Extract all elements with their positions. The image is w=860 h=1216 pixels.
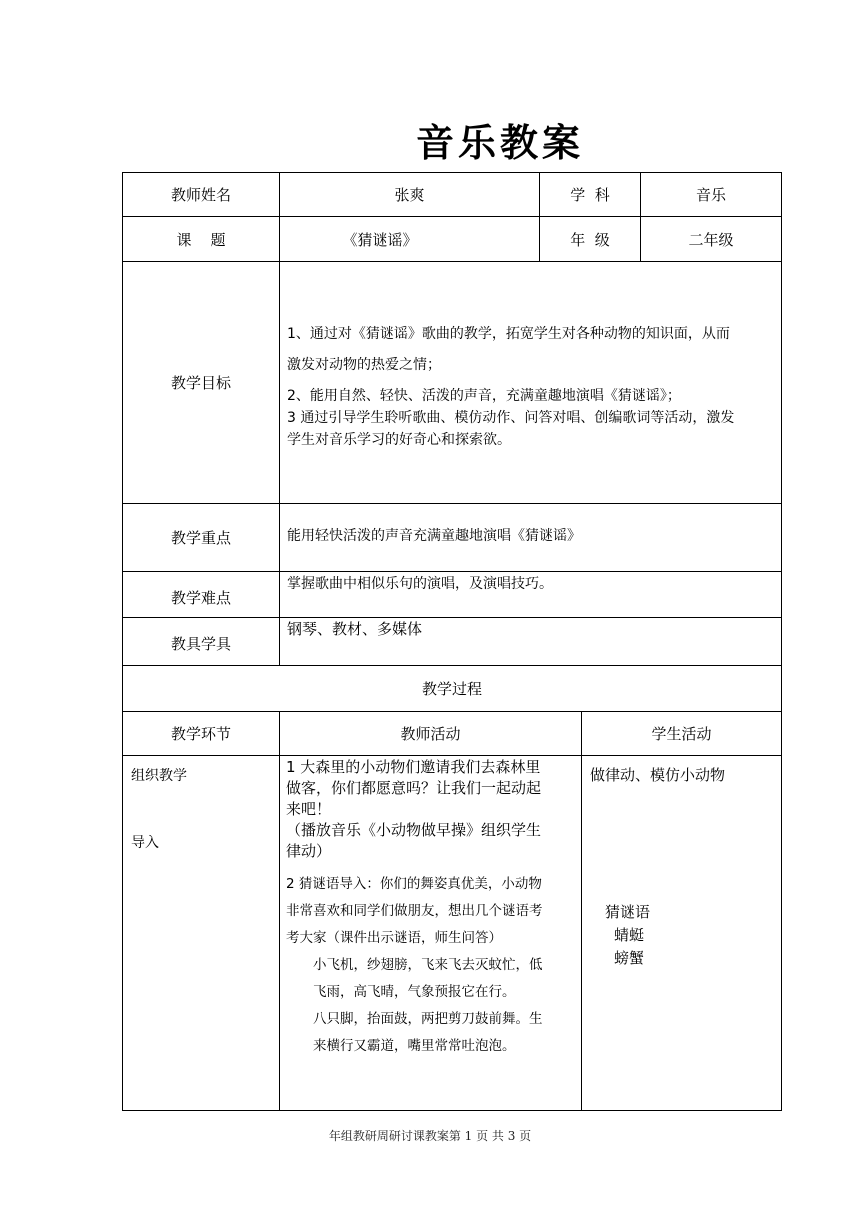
grade-value: 二年级 [688, 230, 734, 249]
teacher-line: （播放音乐《小动物做早操》组织学生 [286, 821, 542, 839]
difficulty-label: 教学难点 [170, 589, 231, 607]
stage-intro: 导入 [131, 835, 159, 851]
col-stage-header: 教学环节 [170, 725, 231, 743]
student-line: 猜谜语 [605, 903, 651, 921]
goals-label: 教学目标 [170, 374, 231, 392]
teacher-line: 非常喜欢和同学们做朋友，想出几个谜语考 [286, 903, 543, 919]
student-line: 螃蟹 [614, 949, 645, 967]
student-activity-2 [605, 901, 650, 970]
teacher-activity [286, 757, 578, 862]
col-teacher-header: 教师活动 [400, 725, 461, 743]
topic-label: 课 题 [176, 230, 226, 249]
teacher-line: 做客，你们都愿意吗？让我们一起动起 [286, 779, 542, 797]
key-point-label: 教学重点 [170, 529, 231, 547]
goal-line: 1、通过对《猜谜谣》歌曲的教学，拓宽学生对各种动物的知识面，从而 [287, 326, 730, 342]
student-line: 蜻蜓 [614, 926, 645, 944]
teacher-line: 1 大森里的小动物们邀请我们去森林里 [286, 758, 541, 776]
goal-line: 学生对音乐学习的好奇心和探索欲。 [287, 432, 511, 448]
goals-text [287, 320, 777, 454]
grade-label: 年 级 [570, 230, 610, 249]
goal-line: 激发对动物的热爱之情； [287, 357, 441, 373]
teacher-line: 律动） [286, 842, 332, 860]
teacher-name-value: 张爽 [394, 186, 425, 204]
teacher-line: 考大家（课件出示谜语，师生问答） [286, 930, 502, 946]
goal-line: 2、能用自然、轻快、活泼的声音，充满童趣地演唱《猜谜谣》； [287, 388, 681, 404]
tools-label: 教具学具 [170, 635, 231, 653]
riddle-line: 飞雨，高飞晴，气象预报它在行。 [313, 984, 516, 1000]
teacher-name-label: 教师姓名 [170, 186, 231, 204]
riddle-line: 八只脚，抬面鼓，两把剪刀鼓前舞。生 [313, 1011, 543, 1027]
teacher-line: 来吧！ [286, 800, 332, 818]
difficulty-value: 掌握歌曲中相似乐句的演唱，及演唱技巧。 [287, 576, 553, 592]
key-point-value: 能用轻快活泼的声音充满童趣地演唱《猜谜谣》 [287, 528, 581, 544]
teacher-line: 2 猜谜语导入：你们的舞姿真优美，小动物 [286, 876, 542, 892]
teacher-activity-riddles [286, 871, 578, 1060]
stage-organize: 组织教学 [131, 768, 187, 784]
col-student-header: 学生活动 [651, 725, 712, 743]
page-title: 音乐教案 [415, 120, 584, 165]
subject-value: 音乐 [695, 186, 726, 204]
goal-line: 3 通过引导学生聆听歌曲、模仿动作、问答对唱、创编歌词等活动，激发 [287, 410, 735, 426]
tools-value: 钢琴、教材、多媒体 [287, 620, 423, 638]
riddle-line: 来横行又霸道，嘴里常常吐泡泡。 [313, 1038, 516, 1054]
topic-value: 《猜谜谣》 [342, 230, 418, 249]
subject-label: 学 科 [570, 186, 610, 204]
riddle-line: 小飞机，纱翅膀，飞来飞去灭蚊忙，低 [313, 957, 543, 973]
process-title: 教学过程 [421, 680, 482, 698]
student-activity-1: 做律动、模仿小动物 [590, 766, 726, 784]
page-footer: 年组教研周研讨课教案第 1 页 共 3 页 [328, 1129, 532, 1143]
